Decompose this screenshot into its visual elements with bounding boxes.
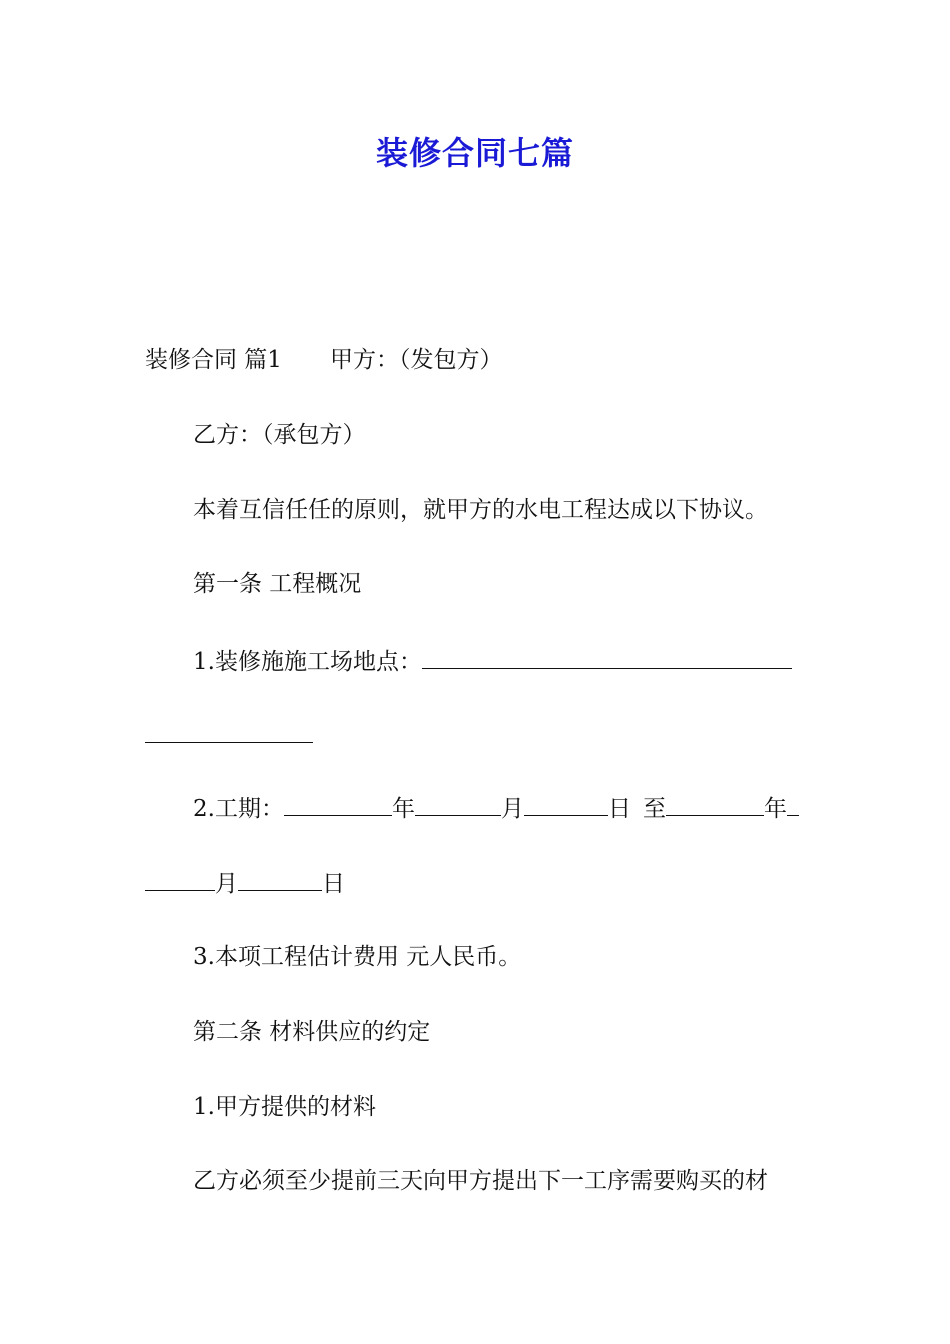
start-day-blank	[524, 793, 608, 816]
month-unit: 月	[500, 796, 524, 822]
end-day-blank	[238, 868, 322, 891]
article-2-heading: 第二条 材料供应的约定	[193, 1019, 431, 1045]
start-month-blank	[415, 793, 501, 816]
month-unit: 月	[215, 871, 238, 897]
article-1-heading: 第一条 工程概况	[193, 571, 362, 597]
site-blank-continuation	[145, 720, 313, 751]
site-blank-line-2	[145, 720, 313, 743]
contract-heading-line	[145, 345, 502, 375]
intro-paragraph: 本着互信任任的原则，就甲方的水电工程达成以下协议。	[193, 497, 768, 523]
day-unit: 日	[322, 871, 345, 897]
to-label: 至	[642, 796, 666, 822]
duration-continuation	[145, 868, 345, 899]
article-1-item-3: 3.本项工程估计费用 元人民币。	[193, 944, 522, 970]
article-1-item-1	[193, 646, 792, 677]
party-b-label: 乙方：（承包方）	[193, 422, 366, 448]
article-1-item-2	[193, 793, 799, 824]
end-month-blank-start	[787, 793, 799, 816]
start-year-blank	[284, 793, 392, 816]
year-unit: 年	[763, 796, 787, 822]
end-year-blank	[666, 793, 764, 816]
party-a-label: 甲方：（发包方）	[329, 347, 503, 373]
day-unit: 日	[607, 796, 631, 822]
end-month-blank	[145, 868, 215, 891]
year-unit: 年	[391, 796, 415, 822]
contract-number: 装修合同 篇1	[145, 347, 282, 373]
site-label: 1.装修施施工场地点：	[193, 649, 422, 675]
article-2-paragraph: 乙方必须至少提前三天向甲方提出下一工序需要购买的材	[193, 1168, 768, 1194]
site-blank-line	[422, 646, 792, 669]
document-title: 装修合同七篇	[375, 134, 574, 172]
duration-label: 2.工期：	[193, 796, 284, 822]
article-2-item-1: 1.甲方提供的材料	[193, 1094, 376, 1120]
